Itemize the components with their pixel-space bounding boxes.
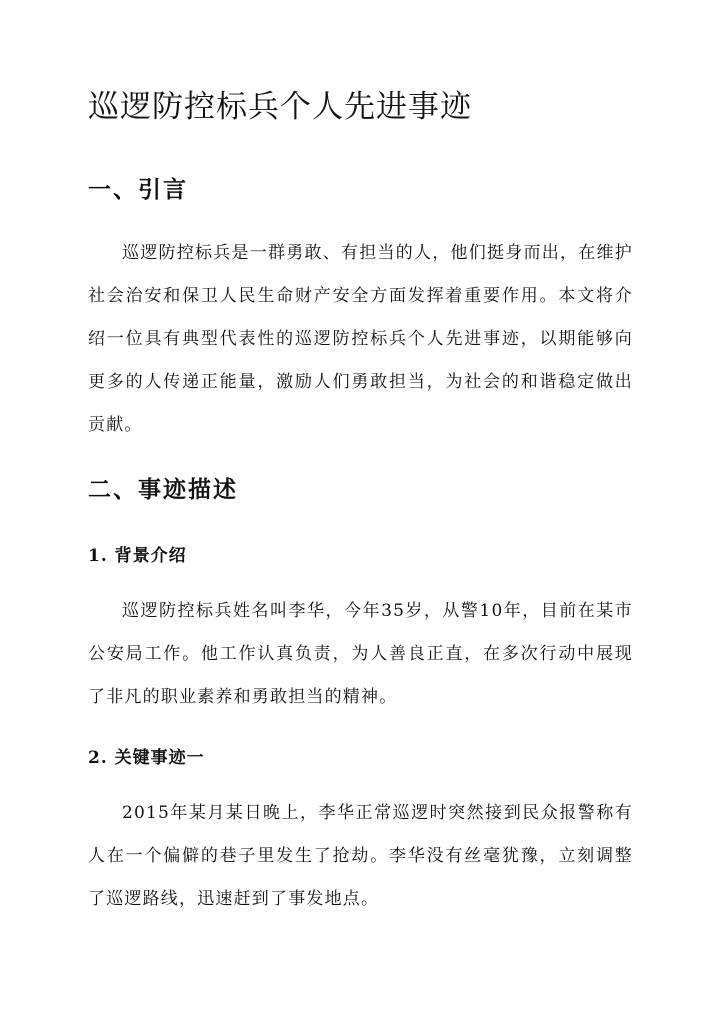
subsection-heading-background: 1. 背景介绍 — [88, 546, 187, 566]
subsection-heading-key-deed-one: 2. 关键事迹一 — [88, 748, 205, 768]
background-paragraph: 巡逻防控标兵姓名叫李华，今年35岁，从警10年，目前在某市公安局工作。他工作认真负责，为人善良正直，在多次行动中展现了非凡的职业素养和勇敢担当的精神。 — [88, 601, 633, 707]
introduction-paragraph: 巡逻防控标兵是一群勇敢、有担当的人，他们挺身而出，在维护社会治安和保卫人民生命财产安全方面发挥着重要作用。本文将介绍一位具有典型代表性的巡逻防控标兵个人先进事迹，以期能够向更多的人传递正能量，激励人们勇敢担当，为社会的和谐稳定做出贡献。 — [88, 243, 633, 435]
section-heading-deeds: 二、事迹描述 — [88, 476, 238, 503]
document-title: 巡逻防控标兵个人先进事迹 — [88, 89, 472, 125]
section-heading-introduction: 一、引言 — [88, 176, 188, 203]
key-deed-one-paragraph: 2015年某月某日晚上，李华正常巡逻时突然接到民众报警称有人在一个偏僻的巷子里发生了抢劫。李华没有丝毫犹豫，立刻调整了巡逻路线，迅速赶到了事发地点。 — [88, 803, 633, 909]
